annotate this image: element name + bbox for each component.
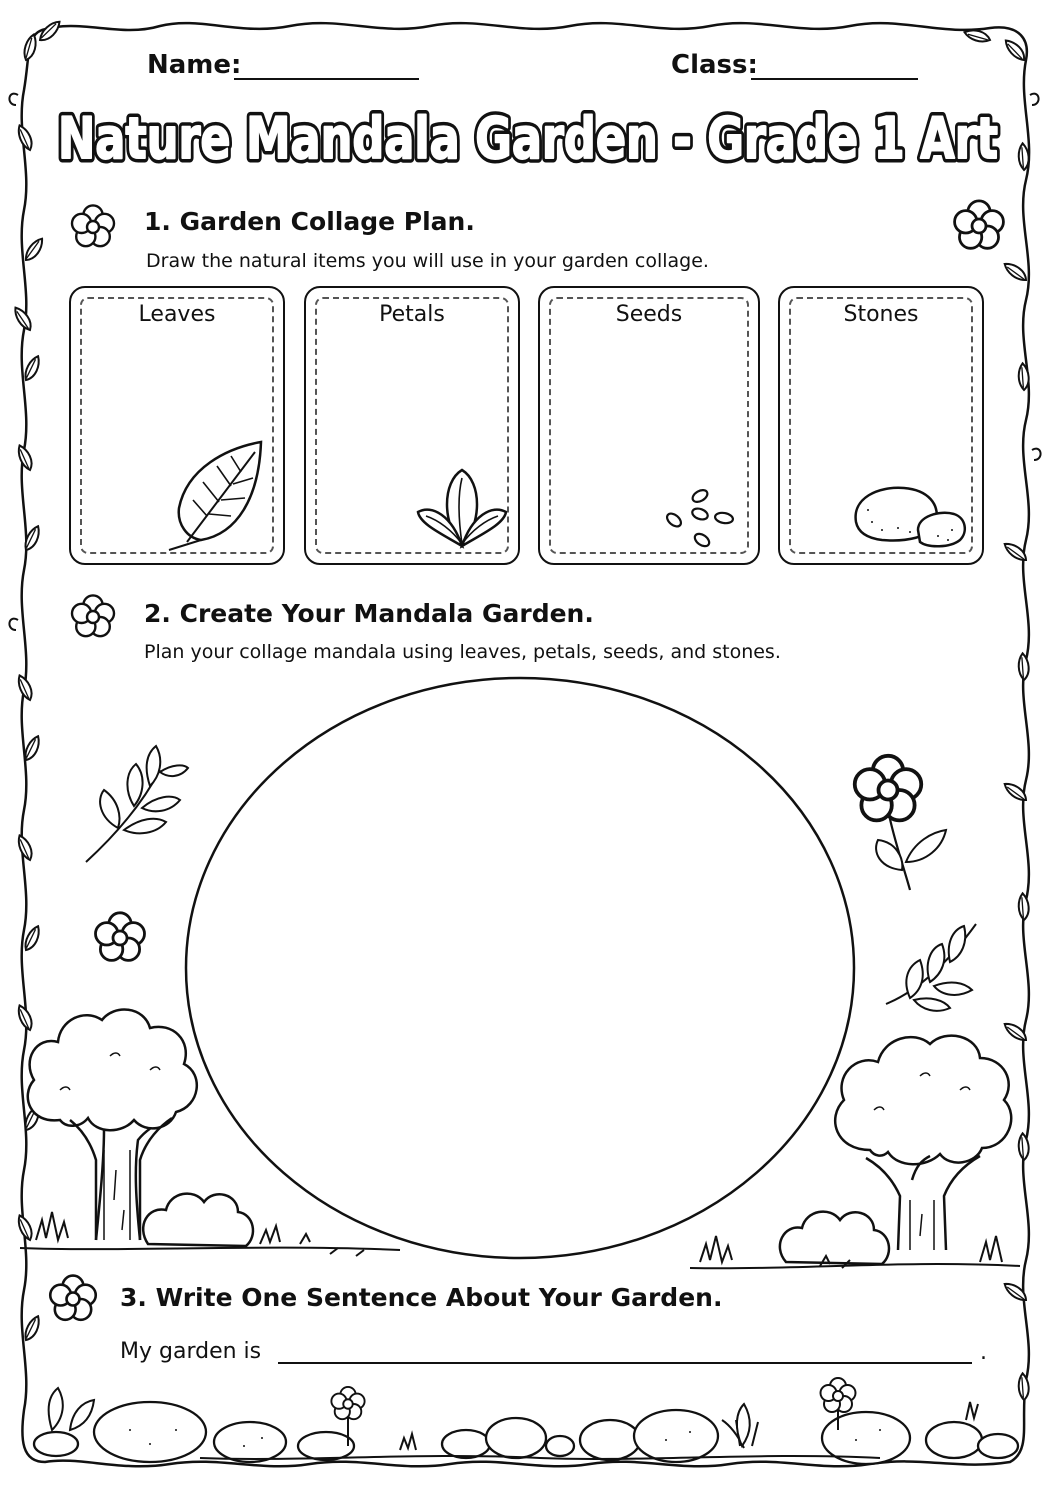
class-field[interactable] [751,78,918,80]
page-title-fill: Nature Mandala Garden - Grade 1 Art [57,106,998,172]
section2-instruction: Plan your collage mandala using leaves, petals, seeds, and stones. [144,641,781,663]
card-label: Stones [843,302,919,327]
leaf-icon [167,438,267,553]
card-seeds[interactable] [538,286,760,565]
bottom-stones-border [0,1370,1055,1470]
sentence-start: My garden is [120,1339,262,1364]
garden-scene [0,660,1055,1280]
sentence-field[interactable] [278,1362,972,1364]
mandala-circle[interactable] [186,678,854,1258]
bush-left-icon [143,1194,253,1246]
section2-heading: 2. Create Your Mandala Garden. [144,599,594,628]
sprig-right-icon [886,924,976,1011]
card-stones[interactable] [778,286,984,565]
card-petals[interactable] [304,286,520,565]
page-title-wrapper [0,88,1055,178]
sprig-left-icon [86,746,188,862]
card-label: Seeds [615,302,683,327]
page-title-outline: Nature Mandala Garden - Grade 1 Art [57,106,998,172]
seeds-icon [660,484,740,554]
flower-icon [948,195,1010,257]
flower-right-icon [855,756,946,890]
section1-heading: 1. Garden Collage Plan. [144,207,475,236]
flower-icon [66,590,120,644]
flower-icon [44,1270,102,1328]
flower-icon [96,913,145,961]
name-label: Name: [147,50,242,80]
card-label: Petals [379,302,445,327]
sentence-end: . [980,1340,987,1365]
bush-right-icon [780,1212,889,1264]
card-label: Leaves [138,302,216,327]
name-field[interactable] [234,78,419,80]
petals-icon [412,464,512,554]
section3-heading: 3. Write One Sentence About Your Garden. [120,1283,723,1312]
page-title [48,88,1008,178]
card-leaves[interactable] [69,286,285,565]
stones-icon [848,480,968,556]
class-label: Class: [671,50,758,80]
section1-instruction: Draw the natural items you will use in your garden collage. [146,250,709,272]
flower-icon [66,200,120,254]
